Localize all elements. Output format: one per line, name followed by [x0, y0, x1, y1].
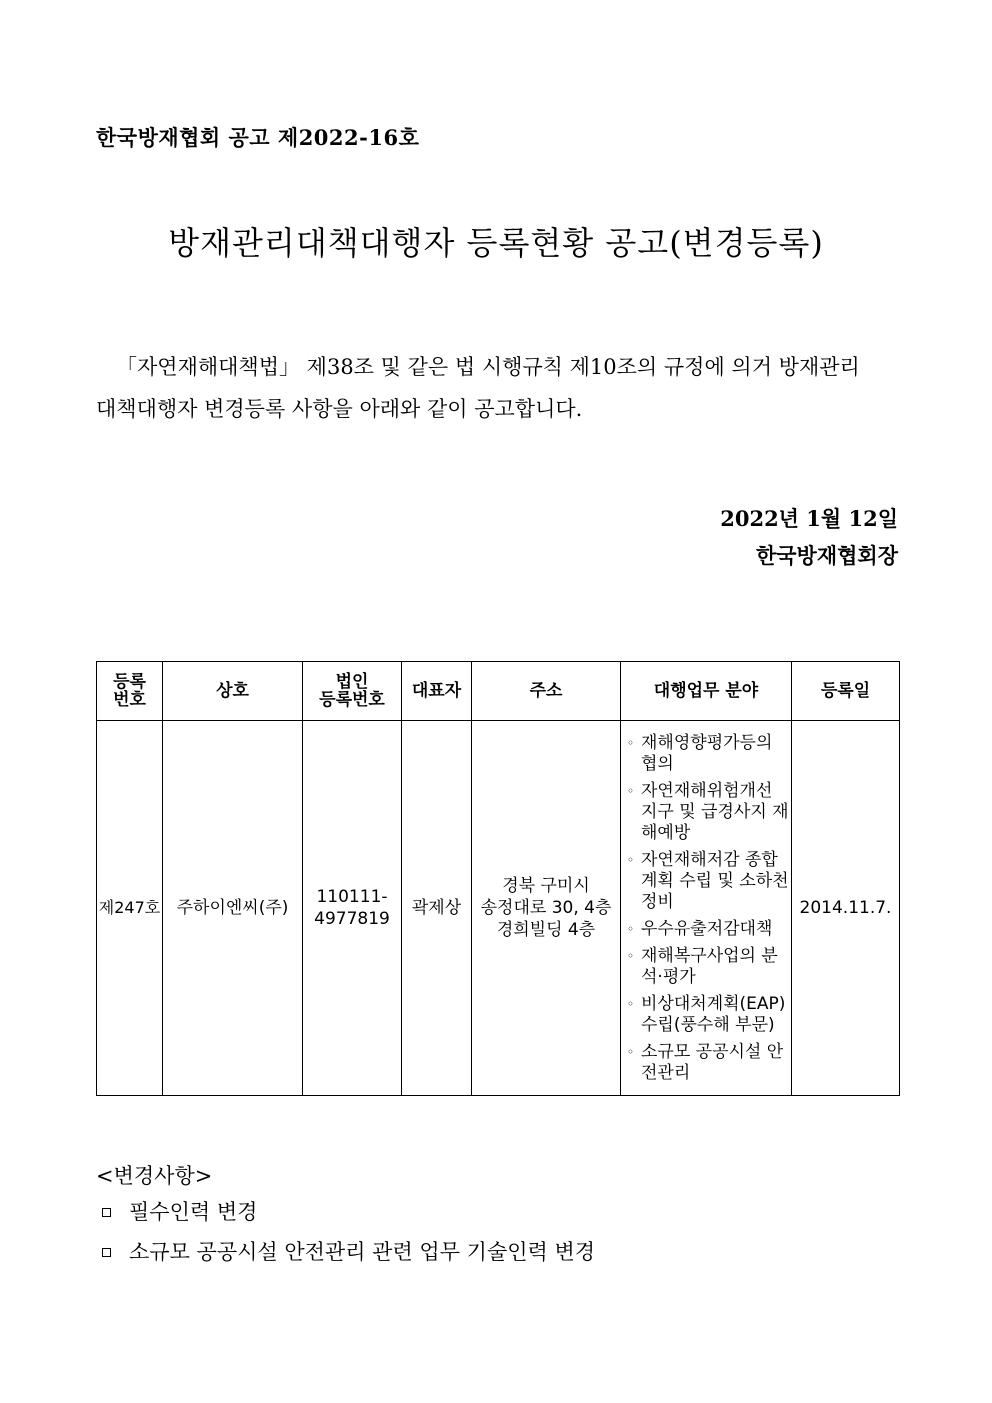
cell-address-line2: 송정대로 30, 4층 [480, 898, 612, 918]
list-item [96, 1196, 595, 1236]
notice-number: 한국방재협회 공고 제2022-16호 [96, 125, 420, 150]
cell-fields [621, 721, 792, 1096]
cell-reg-date: 2014.11.7. [792, 721, 900, 1096]
cell-address [472, 721, 621, 1096]
field-text: 재해복구사업의 분석·평가 [641, 945, 778, 987]
table-row [97, 721, 900, 1096]
list-item: ◦ 우수유출저감대책 [627, 918, 773, 939]
header-fields: 대행업무 분야 [621, 662, 792, 721]
header-representative: 대표자 [402, 662, 472, 721]
body-line-1: 「자연재해대책법」 제38조 및 같은 법 시행규칙 제10조의 규정에 의거 방재관리 [116, 355, 860, 379]
cell-company: 주하이엔씨(주) [163, 721, 303, 1096]
body-paragraph [96, 346, 898, 430]
square-bullet-icon [102, 1208, 111, 1217]
fields-list [621, 729, 791, 1088]
square-bullet-icon [102, 1248, 111, 1257]
header-reg-no [97, 662, 163, 721]
list-item: ◦ 자연재해저감 종합계획 수립 및 소하천정비 [627, 849, 789, 912]
field-text: 비상대처계획(EAP) 수립(풍수해 부문) [641, 993, 786, 1035]
list-item: ◦ 비상대처계획(EAP) 수립(풍수해 부문) [627, 993, 786, 1035]
list-item: ◦ 재해영향평가등의 협의 [627, 732, 773, 774]
field-text: 재해영향평가등의 협의 [641, 732, 773, 774]
header-corp-no [303, 662, 402, 721]
cell-corp-no-line1: 110111- [316, 887, 388, 907]
registration-table [96, 661, 900, 1096]
header-reg-no-line1: 등록 [113, 672, 146, 692]
body-line-2: 대책대행자 변경등록 사항을 아래와 같이 공고합니다. [96, 397, 583, 421]
header-corp-no-line1: 법인 [335, 672, 369, 692]
list-item [96, 1236, 595, 1276]
list-item: ◦ 소규모 공공시설 안전관리 [627, 1041, 784, 1083]
cell-address-line3: 경희빌딩 4층 [496, 920, 596, 940]
list-item: ◦ 재해복구사업의 분석·평가 [627, 945, 778, 987]
header-corp-no-line2: 등록번호 [319, 690, 385, 710]
field-text: 소규모 공공시설 안전관리 [641, 1041, 784, 1083]
header-reg-date: 등록일 [792, 662, 900, 721]
table-header-row [97, 662, 900, 721]
page-title: 방재관리대책대행자 등록현황 공고(변경등록) [168, 224, 824, 262]
change-text: 소규모 공공시설 안전관리 관련 업무 기술인력 변경 [129, 1240, 596, 1264]
cell-corp-no-line2: 4977819 [314, 909, 390, 929]
changes-list [96, 1196, 595, 1276]
changes-heading: <변경사항> [96, 1164, 213, 1188]
field-text: 자연재해저감 종합계획 수립 및 소하천정비 [641, 849, 789, 912]
header-address: 주소 [472, 662, 621, 721]
signer: 한국방재협회장 [755, 543, 898, 568]
list-item: ◦ 자연재해위험개선 지구 및 급경사지 재해예방 [627, 780, 789, 843]
cell-address-line1: 경북 구미시 [502, 876, 590, 896]
change-text: 필수인력 변경 [129, 1200, 258, 1224]
field-text: 자연재해위험개선 지구 및 급경사지 재해예방 [641, 780, 789, 843]
cell-representative: 곽제상 [402, 721, 472, 1096]
header-reg-no-line2: 번호 [113, 690, 146, 710]
field-text: 우수유출저감대책 [641, 918, 773, 939]
cell-corp-no [303, 721, 402, 1096]
header-company: 상호 [163, 662, 303, 721]
notice-date: 2022년 1월 12일 [720, 506, 898, 531]
cell-reg-no: 제247호 [97, 721, 163, 1096]
